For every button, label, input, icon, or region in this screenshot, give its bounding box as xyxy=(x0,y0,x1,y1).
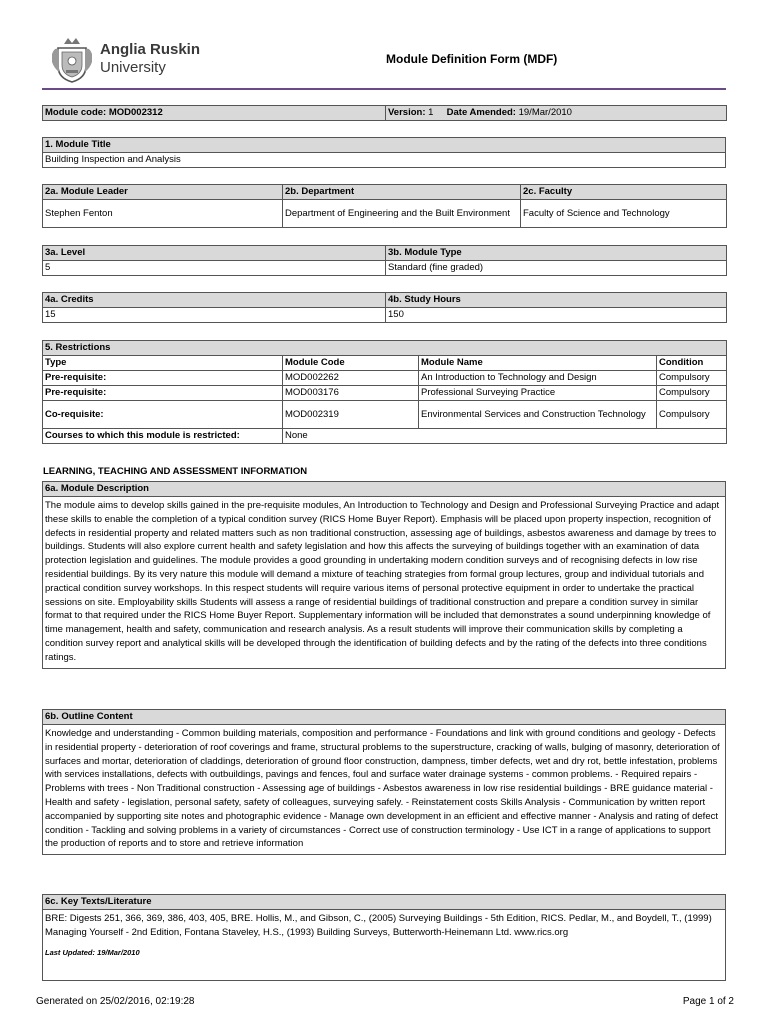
key-texts-text: BRE: Digests 251, 366, 369, 386, 403, 405, BRE. Hollis, M., and Gibson, C., (2005) Surveying Buildings - 5th Edition, RICS. Pedlar, M., and Boydell, T., (1999) Managing Yourself - 2nd Edition, Fontana Staveley, H.S., (1993) Building Surveys, Butterworth-Heinemann Ltd. www.rics.org xyxy=(45,913,712,938)
version-date-cell xyxy=(386,106,727,121)
module-description-table xyxy=(42,481,726,669)
courses-restricted-label: Courses to which this module is restricted: xyxy=(43,429,283,444)
date-amended-value: 19/Mar/2010 xyxy=(518,107,572,118)
level-table xyxy=(42,245,727,276)
form-title: Module Definition Form (MDF) xyxy=(386,52,558,66)
restrictions-col-name: Module Name xyxy=(419,356,657,371)
lta-heading: LEARNING, TEACHING AND ASSESSMENT INFORMATION xyxy=(43,466,308,477)
module-description-text: The module aims to develop skills gained in the pre-requisite modules, An Introduction to Technology and Design and Professional Surveying Practice and adapt these skills to enable the completion of a typical condition survey (RICS Home Buyer Report). Emphasis will be placed upon property inspection, recognition of defects in residential property and related matters such as non traditional construction, assessing age of buildings, asbestos awareness and damage by trees to buildings. Students will also explore current health and safety legislation and how this affects the surveying of buildings together with an examination of data protection legislation and guidelines. The module provides a good grounding in undertaking modern condition surveys and of recognising defects in low rise residential buildings. By its very nature this module will demand a mixture of teaching strategies from formal group lectures, group and individual tutorials and practical condition survey workshops. In this respect students will require various items of personal protective equipment in order to undertake the practical sessions on site. Employability skills Students will assess a range of residential buildings of traditional construction and prepare a condition survey in similar format to that required under the RICS Home Buyer Report. Supplementary information will be included that demonstrates a sound underpinning knowledge of time management, health and safety, communication and research analysis. As a result students will improve their communication skills by completing a condition survey report and analytical skills will be developed through the identification of building defects and by the rating of the defects into three conditions ratings. xyxy=(43,497,726,669)
page-number: Page 1 of 2 xyxy=(682,996,734,1007)
module-type-value: Standard (fine graded) xyxy=(386,261,727,276)
credits-table xyxy=(42,292,727,323)
restriction-condition: Compulsory xyxy=(657,401,727,429)
page-header xyxy=(50,34,730,90)
restrictions-col-code: Module Code xyxy=(283,356,419,371)
study-hours-value: 150 xyxy=(386,308,727,323)
module-title-heading: 1. Module Title xyxy=(43,138,726,153)
restriction-condition: Compulsory xyxy=(657,386,727,401)
university-logo xyxy=(50,34,230,84)
credits-value: 15 xyxy=(43,308,386,323)
restriction-code: MOD002262 xyxy=(283,371,419,386)
table-row xyxy=(43,386,727,401)
restriction-code: MOD002319 xyxy=(283,401,419,429)
level-value: 5 xyxy=(43,261,386,276)
header-rule xyxy=(42,88,726,90)
version-label: Version: xyxy=(388,107,426,118)
outline-content-text: Knowledge and understanding - Common building materials, composition and performance - Foundations and link with ground conditions and geology - Defects in residential property - deterioration of roof coverings and frame, structural problems to the superstructure, cracking of walls, bulging of masonry, deterioration of surfaces and mortar, deterioration of claddings, deterioration of ground floor construction, dampness, timber defects, wet and dry rot, bettle infestation, problems with services installations, defects with outbuildings, pavings and fences, foul and surface water drainage systems - common problems. - Required repairs - Problems with trees - Non Traditional construction - Assessing age of buildings - Asbestos awareness in low rise residential buildings - BRE guidance material - Health and safety - legislation, personal safety, safety of colleagues, surveying safely. - Reinstatement costs Skills Analysis - Communication by written report accompanied by supporting site notes and photographic evidence - Manage own development in an efficient and effective manner - Analysis and rating of defect condition - Tackling and solving problems in a variety of circumstances - Correct use of construction terminology - Use ICT in a range of applications to support the production of reports and to store and retrieve information xyxy=(43,725,726,855)
restriction-name: Environmental Services and Construction Technology xyxy=(419,401,657,429)
level-heading: 3a. Level xyxy=(43,246,386,261)
restrictions-col-condition: Condition xyxy=(657,356,727,371)
credits-heading: 4a. Credits xyxy=(43,293,386,308)
university-name-line2: University xyxy=(100,59,166,76)
university-name-line1: Anglia Ruskin xyxy=(100,41,201,58)
courses-restricted-value: None xyxy=(283,429,727,444)
study-hours-heading: 4b. Study Hours xyxy=(386,293,727,308)
date-amended-label: Date Amended: xyxy=(446,107,516,118)
outline-content-table xyxy=(42,709,726,855)
restriction-name: An Introduction to Technology and Design xyxy=(419,371,657,386)
module-leader-value: Stephen Fenton xyxy=(43,200,283,228)
restriction-type: Co-requisite: xyxy=(43,401,283,429)
module-leader-heading: 2a. Module Leader xyxy=(43,185,283,200)
restriction-code: MOD003176 xyxy=(283,386,419,401)
version-value: 1 xyxy=(428,107,434,118)
key-texts-cell xyxy=(43,910,726,981)
table-row xyxy=(43,401,727,429)
generated-timestamp: Generated on 25/02/2016, 02:19:28 xyxy=(36,996,195,1007)
key-texts-table xyxy=(42,894,726,981)
restriction-type: Pre-requisite: xyxy=(43,371,283,386)
leader-table xyxy=(42,184,727,228)
restrictions-heading: 5. Restrictions xyxy=(43,341,727,356)
department-heading: 2b. Department xyxy=(283,185,521,200)
department-value: Department of Engineering and the Built Environment xyxy=(283,200,521,228)
module-description-heading: 6a. Module Description xyxy=(43,482,726,497)
crest-icon xyxy=(50,34,94,84)
key-texts-heading: 6c. Key Texts/Literature xyxy=(43,895,726,910)
restriction-name: Professional Surveying Practice xyxy=(419,386,657,401)
restriction-type: Pre-requisite: xyxy=(43,386,283,401)
module-title-value: Building Inspection and Analysis xyxy=(43,153,726,168)
module-type-heading: 3b. Module Type xyxy=(386,246,727,261)
summary-table xyxy=(42,105,727,121)
restrictions-col-type: Type xyxy=(43,356,283,371)
outline-content-heading: 6b. Outline Content xyxy=(43,710,726,725)
last-updated-note: Last Updated: 19/Mar/2010 xyxy=(45,947,140,957)
faculty-value: Faculty of Science and Technology xyxy=(521,200,727,228)
module-title-table xyxy=(42,137,726,168)
restriction-condition: Compulsory xyxy=(657,371,727,386)
module-code: Module code: MOD002312 xyxy=(43,106,386,121)
table-row xyxy=(43,371,727,386)
restrictions-table xyxy=(42,340,727,444)
faculty-heading: 2c. Faculty xyxy=(521,185,727,200)
